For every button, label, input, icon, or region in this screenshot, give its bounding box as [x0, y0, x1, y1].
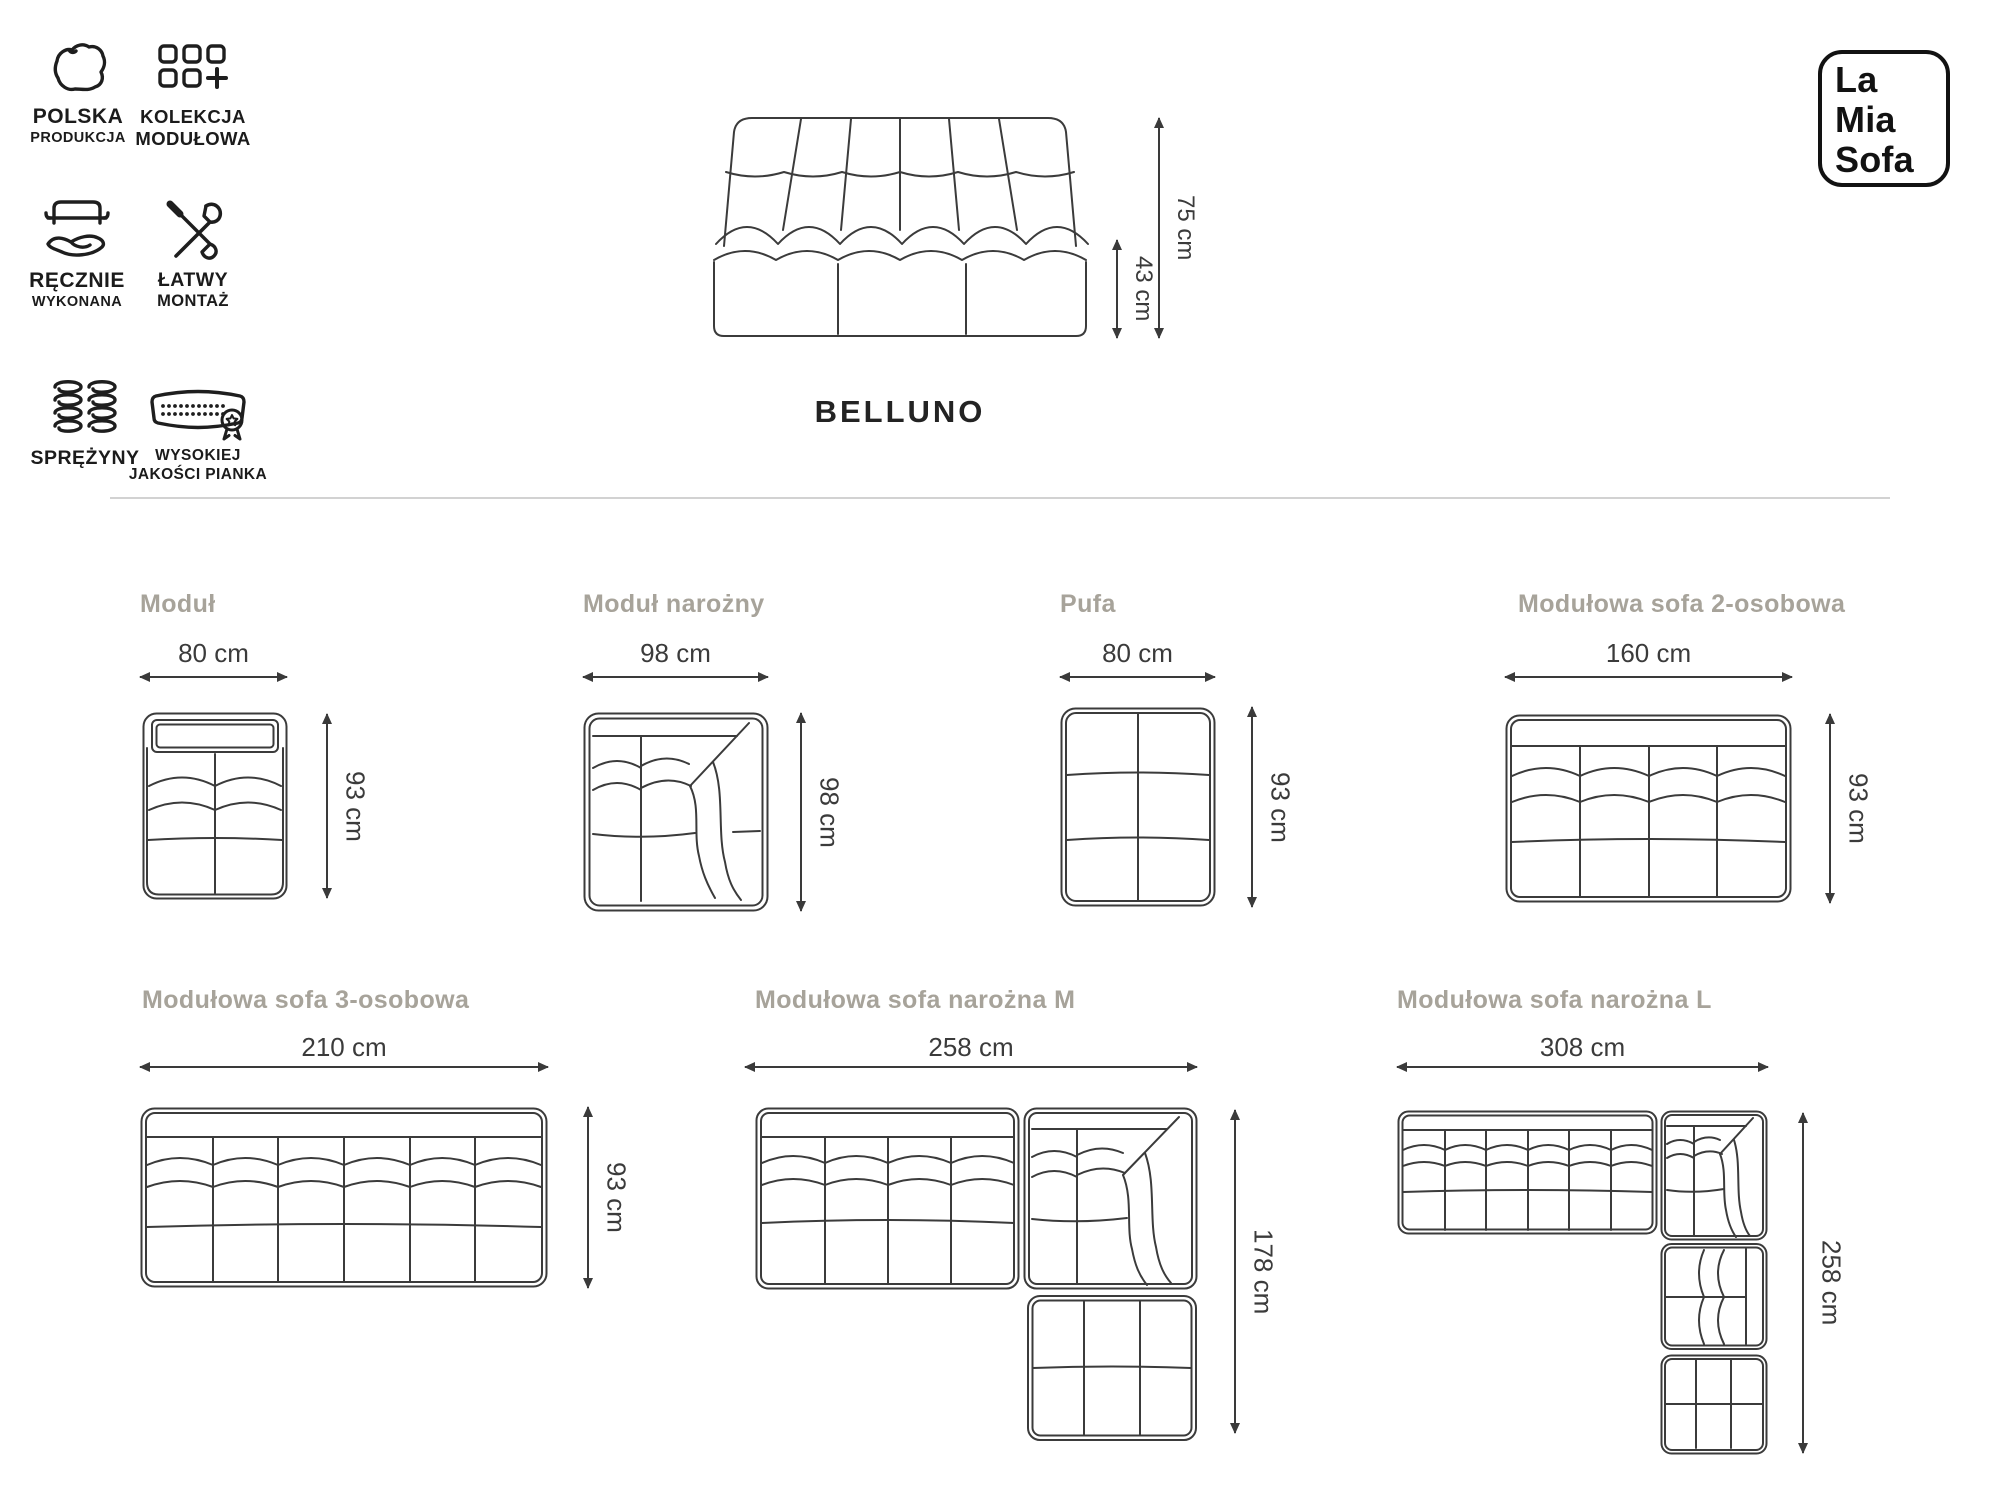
- module-width-label: 80 cm: [1102, 638, 1173, 668]
- module-width-arrow: [1397, 1066, 1768, 1068]
- feature-label: ŁATWY: [157, 269, 229, 291]
- poland-map-icon: [47, 38, 109, 98]
- module-depth-arrow: [1234, 1110, 1236, 1433]
- page-title: BELLUNO: [814, 394, 986, 429]
- feature-kolekcja-modulowa: [118, 44, 268, 150]
- sofa-2-seater-top-view-drawing: [1505, 714, 1792, 903]
- module-width-arrow: [745, 1066, 1197, 1068]
- seat-height-label: 43 cm: [1130, 256, 1157, 322]
- module-depth-label: 93 cm: [1843, 773, 1874, 844]
- feature-label: POLSKA: [32, 105, 124, 128]
- module-depth-label: 93 cm: [1265, 771, 1296, 843]
- sofa-front-view-drawing: [708, 112, 1092, 338]
- corner-sofa-m-top-view-drawing: [755, 1107, 1198, 1442]
- module-width-arrow: [140, 1066, 548, 1068]
- module-depth-arrow: [326, 714, 328, 898]
- module-depth-label: 93 cm: [601, 1162, 632, 1233]
- module-width-label: 98 cm: [640, 638, 711, 668]
- brand-line: Sofa: [1835, 139, 1914, 180]
- module-title: Moduł: [140, 590, 216, 618]
- module-title: Modułowa sofa narożna M: [755, 986, 1076, 1014]
- module-width-label: 258 cm: [928, 1032, 1014, 1062]
- feature-sublabel: JAKOŚCI PIANKA: [128, 465, 268, 483]
- module-depth-label: 178 cm: [1248, 1228, 1279, 1315]
- module-depth-arrow: [1802, 1113, 1804, 1453]
- seat-height-arrow: [1116, 240, 1118, 338]
- feature-label: RĘCZNIE: [29, 269, 125, 292]
- module-width-label: 308 cm: [1539, 1032, 1626, 1062]
- feature-wysokiej-jakosci-pianka: [112, 382, 284, 484]
- easy-assembly-icon: [162, 200, 224, 262]
- feature-sublabel: WYKONANA: [31, 294, 123, 311]
- module-title: Modułowa sofa narożna L: [1397, 986, 1712, 1014]
- module-width-arrow: [583, 676, 768, 678]
- module-width-label: 80 cm: [178, 638, 249, 668]
- feature-sublabel: MONTAŻ: [157, 292, 229, 311]
- brand-line: La: [1835, 59, 1878, 100]
- feature-sublabel: MODUŁOWA: [135, 128, 251, 150]
- module-top-view-drawing: [142, 712, 288, 900]
- foam-quality-icon: [147, 382, 249, 442]
- module-depth-label: 98 cm: [814, 776, 845, 848]
- sofa-3-seater-top-view-drawing: [140, 1107, 548, 1288]
- module-depth-arrow: [1251, 707, 1253, 907]
- module-width-arrow: [140, 676, 287, 678]
- module-width-label: 210 cm: [301, 1032, 387, 1062]
- module-depth-arrow: [587, 1107, 589, 1288]
- module-depth-label: 258 cm: [1816, 1240, 1847, 1326]
- module-title: Modułowa sofa 2-osobowa: [1518, 590, 1846, 618]
- module-title: Pufa: [1060, 590, 1116, 618]
- module-title: Modułowa sofa 3-osobowa: [142, 986, 470, 1014]
- feature-label: WYSOKIEJ: [155, 447, 241, 464]
- total-height-label: 75 cm: [1172, 195, 1199, 261]
- corner-sofa-l-top-view-drawing: [1397, 1110, 1768, 1455]
- feature-label: SPRĘŻYNY: [30, 447, 140, 469]
- module-width-label: 160 cm: [1605, 638, 1692, 668]
- feature-sublabel: PRODUKCJA: [30, 130, 126, 147]
- module-width-arrow: [1505, 676, 1792, 678]
- brand-logo: [1818, 50, 1950, 187]
- feature-latwy-montaz: [122, 200, 264, 312]
- section-divider: [110, 497, 1890, 499]
- total-height-arrow: [1158, 118, 1160, 338]
- springs-icon: [51, 376, 119, 438]
- module-depth-arrow: [1829, 714, 1831, 903]
- module-depth-label: 93 cm: [340, 770, 371, 842]
- corner-module-top-view-drawing: [583, 712, 769, 912]
- module-width-arrow: [1060, 676, 1215, 678]
- pouf-top-view-drawing: [1060, 707, 1216, 907]
- modular-collection-icon: [158, 44, 228, 96]
- module-depth-arrow: [800, 713, 802, 911]
- handmade-icon: [40, 196, 114, 264]
- feature-label: KOLEKCJA: [140, 106, 246, 127]
- module-title: Moduł narożny: [583, 590, 765, 618]
- brand-line: Mia: [1835, 99, 1896, 140]
